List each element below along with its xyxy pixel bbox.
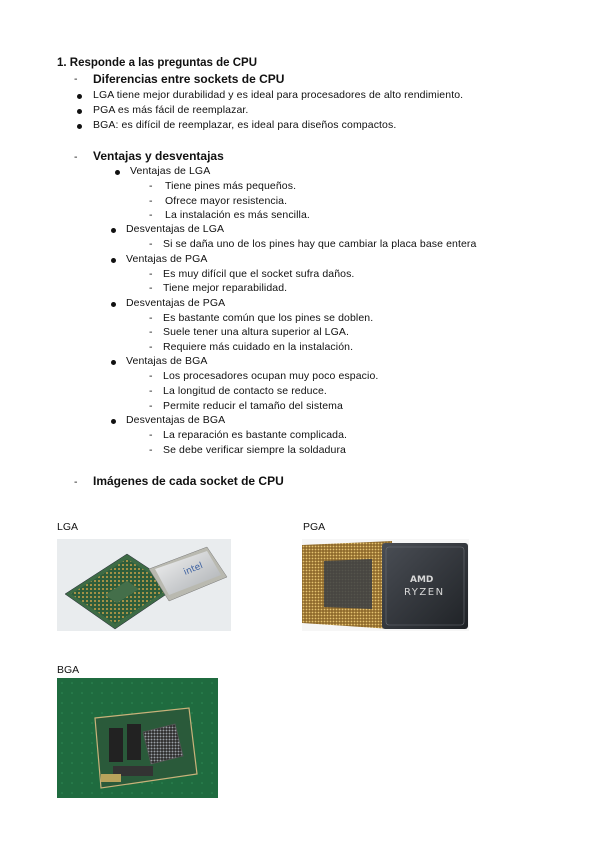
dash-marker: - [149,400,153,412]
dash-marker: - [74,73,78,85]
list-item: La reparación es bastante complicada. [163,429,348,441]
bullet-dot [111,302,116,307]
bullet-dot [77,94,82,99]
group-label: Desventajas de PGA [126,297,226,309]
pga-label: PGA [303,521,326,533]
list-item: Permite reducir el tamaño del sistema [163,400,343,412]
group-label: Ventajas de LGA [130,165,211,177]
bga-label: BGA [57,664,80,676]
list-item: Si se daña uno de los pines hay que cambiar la placa base entera [163,238,477,250]
list-item: La longitud de contacto se reduce. [163,385,327,397]
bullet-dot [111,258,116,263]
dash-marker: - [149,385,153,397]
list-item: Tiene pines más pequeños. [165,180,297,192]
list-item: LGA tiene mejor durabilidad y es ideal para procesadores de alto rendimiento. [93,89,464,101]
dash-marker: - [149,341,153,353]
list-item: Requiere más cuidado en la instalación. [163,341,354,353]
section-heading-pros-cons: Ventajas y desventajas [93,149,224,163]
dash-marker: - [149,180,153,192]
group-label: Desventajas de BGA [126,414,226,426]
list-item: Los procesadores ocupan muy poco espacio. [163,370,379,382]
bga-board-image [57,678,218,798]
list-item: Suele tener una altura superior al LGA. [163,326,350,338]
ryzen-logo: RYZEN [404,587,445,598]
dash-marker: - [74,151,78,163]
dash-marker: - [149,238,153,250]
dash-marker: - [149,326,153,338]
list-item: Ofrece mayor resistencia. [165,195,288,207]
dash-marker: - [149,429,153,441]
dash-marker: - [149,312,153,324]
dash-marker: - [149,209,153,221]
group-label: Ventajas de PGA [126,253,208,265]
list-item: PGA es más fácil de reemplazar. [93,104,249,116]
group-label: Desventajas de LGA [126,223,225,235]
page-title: 1. Responde a las preguntas de CPU [57,57,258,69]
bullet-dot [111,419,116,424]
section-heading-images: Imágenes de cada socket de CPU [93,474,284,488]
list-item: Es muy difícil que el socket sufra daños. [163,268,355,280]
lga-cpu-image [57,539,231,631]
bullet-dot [115,170,120,175]
dash-marker: - [149,282,153,294]
dash-marker: - [74,476,78,488]
bullet-dot [77,124,82,129]
dash-marker: - [149,268,153,280]
list-item: Tiene mejor reparabilidad. [163,282,288,294]
bullet-dot [111,228,116,233]
section-heading-differences: Diferencias entre sockets de CPU [93,72,285,86]
group-label: Ventajas de BGA [126,355,208,367]
list-item: La instalación es más sencilla. [165,209,310,221]
list-item: Es bastante común que los pines se doblen. [163,312,374,324]
list-item: BGA: es difícil de reemplazar, es ideal para diseños compactos. [93,119,397,131]
intel-logo: intel [182,561,205,578]
bullet-dot [77,109,82,114]
dash-marker: - [149,370,153,382]
bullet-dot [111,360,116,365]
pga-cpu-image [302,539,469,631]
dash-marker: - [149,444,153,456]
lga-label: LGA [57,521,79,533]
list-item: Se debe verificar siempre la soldadura [163,444,346,456]
dash-marker: - [149,195,153,207]
amd-logo: AMD [410,575,434,585]
